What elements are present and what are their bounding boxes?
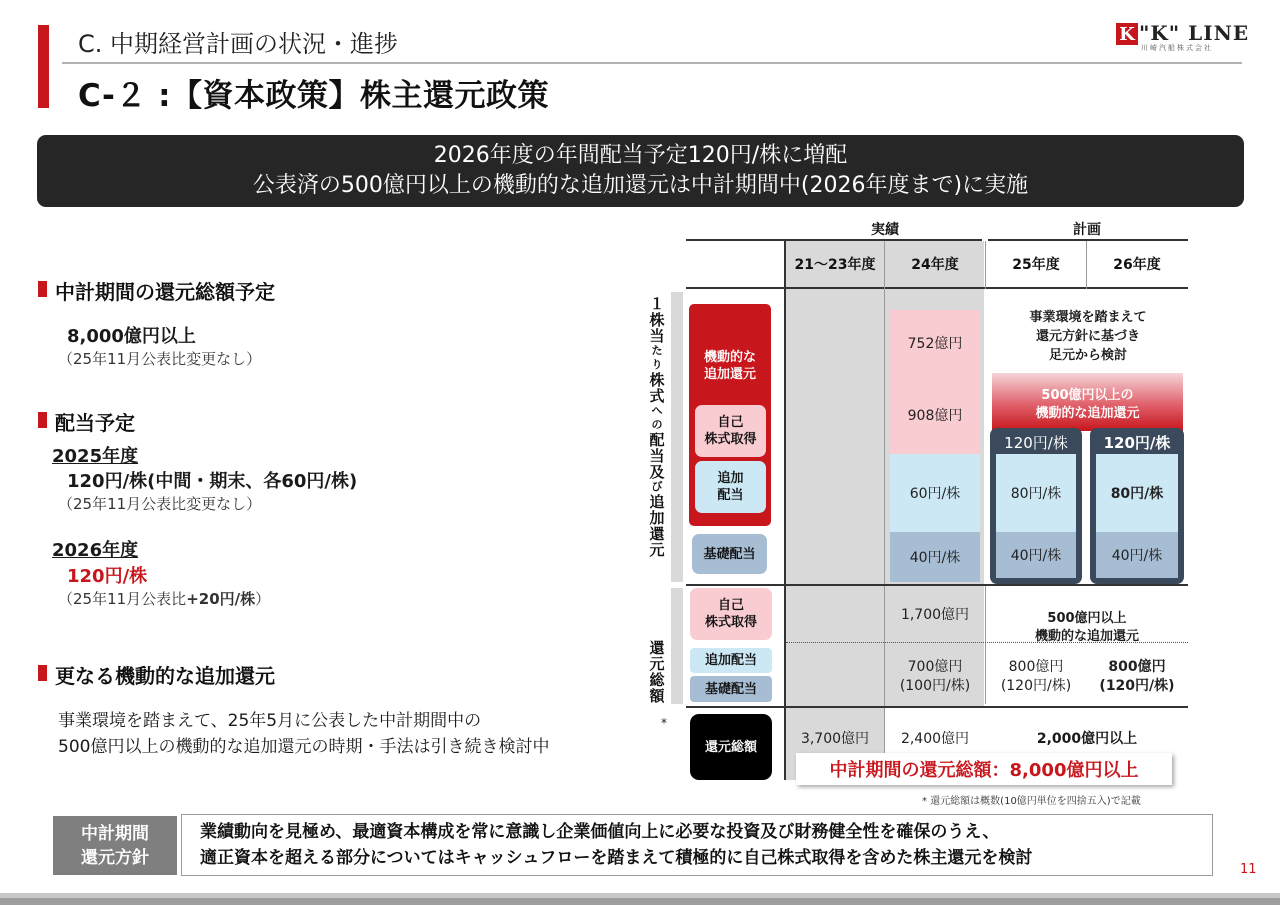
policy-text: 業績動向を見極め、最適資本構成を常に意識し企業価値向上に必要な投資及び財務健全性を確保のうえ、 適正資本を超える部分についてはキャッシュフローを踏まえて積極的に自己株式取得を含めた株主還元を検討: [181, 814, 1213, 876]
fy2025-note: （25年11月公表比変更なし）: [58, 495, 262, 513]
totals-side-bar: [671, 588, 683, 704]
col-fy26: 26年度: [1113, 257, 1161, 273]
fy26-additional-dividend: 80円/株: [1096, 454, 1178, 532]
further-return-text: 事業環境を踏まえて、25年5月に公表した中計期間中の 500億円以上の機動的な追加還元の時期・手法は引き続き検討中: [58, 711, 550, 757]
fy25-total-per-share: 120円/株: [1004, 433, 1068, 452]
bullet-square: [38, 412, 47, 428]
plan-flex-return-block: 500億円以上の 機動的な追加還元: [992, 373, 1183, 431]
grid-vline: [784, 241, 786, 780]
headline-banner: [37, 135, 1244, 207]
heading-total-return: 中計期間の還元総額予定: [55, 280, 275, 304]
page-number: 11: [1240, 862, 1257, 877]
kline-logo-subtext: 川崎汽船株式会社: [1141, 44, 1213, 52]
group-plan-header: 計画: [1073, 222, 1101, 238]
page-title: C-２ :【資本政策】株主還元政策: [78, 78, 550, 114]
grid-vline: [884, 241, 885, 780]
group-plan-underline: [988, 239, 1188, 241]
col-fy21-23: 21～23年度: [794, 257, 876, 273]
fy24-buyback-total: 1,700億円: [900, 607, 970, 623]
col-fy25: 25年度: [1012, 257, 1060, 273]
grid-vline: [1086, 241, 1087, 289]
fy24-buyback-value: 908億円: [907, 408, 963, 424]
plan-sum: 2,000億円以上: [1036, 731, 1138, 747]
bullet-square: [38, 665, 47, 681]
per-share-side-bar: [671, 292, 683, 582]
fy24-base-dividend: 40円/株: [890, 532, 980, 582]
additional-dividend-label: 追加 配当: [695, 461, 766, 513]
fy26-total-per-share: 120円/株: [1103, 433, 1171, 452]
table-footnote: * 還元総額は概数(10億円単位を四捨五入)で記載: [922, 796, 1141, 807]
footer-line-dark: [0, 898, 1280, 905]
grid-vline: [985, 241, 986, 289]
totals-sum-label: 還元総額: [690, 714, 772, 780]
fy25-base-dividend: 40円/株: [996, 532, 1076, 578]
banner-line-1: 2026年度の年間配当予定120円/株に増配: [433, 143, 848, 168]
base-dividend-label: 基礎配当: [692, 534, 767, 574]
heading-further-return: 更なる機動的な追加還元: [55, 664, 275, 688]
totals-buyback-label: 自己 株式取得: [690, 588, 772, 640]
grand-total-callout: 中計期間の還元総額：8,000億円以上: [796, 753, 1172, 785]
kline-logo-mark: K: [1116, 23, 1138, 45]
section-line-per-share: [686, 584, 1188, 586]
fy24-additional-dividend: 60円/株: [890, 454, 980, 532]
plan-buyback-total: 500億円以上 機動的な追加還元: [1034, 611, 1139, 644]
fy2026-note: （25年11月公表比+20円/株）: [58, 590, 271, 608]
table-top-line: [686, 239, 786, 241]
col-fy24: 24年度: [911, 257, 959, 273]
total-return-note: （25年11月公表比変更なし）: [58, 350, 262, 368]
plan-note: 事業環境を踏まえて 還元方針に基づき 足元から検討: [1029, 309, 1147, 363]
fy2026-label: 2026年度: [52, 540, 139, 561]
fy2025-dividend: 120円/株(中間・期末、各60円/株): [67, 471, 358, 492]
flex-return-label: 機動的な 追加還元: [703, 350, 756, 382]
header-bottom-line: [686, 287, 1188, 289]
fy24-sum: 2,400億円: [900, 731, 970, 747]
fy24-dividend-total: 700億円 (100円/株): [899, 659, 971, 694]
fy26-dividend-total: 800億円 (120円/株): [1099, 659, 1175, 694]
totals-vertical-label: 還 元 総 額: [649, 639, 665, 705]
header-divider: [62, 62, 1242, 64]
totals-additional-dividend-label: 追加配当: [690, 648, 772, 673]
policy-label: 中計期間 還元方針: [53, 816, 177, 875]
group-actual-header: 実績: [871, 222, 899, 238]
fy2026-dividend: 120円/株: [67, 566, 148, 587]
bullet-square: [38, 281, 47, 297]
kline-logo-text: "K" LINE: [1139, 21, 1250, 45]
totals-asterisk: *: [661, 716, 667, 730]
fy26-base-dividend: 40円/株: [1096, 532, 1178, 578]
fy2025-label: 2025年度: [52, 446, 139, 467]
title-accent-bar: [38, 25, 49, 108]
fy25-additional-dividend: 80円/株: [996, 454, 1076, 532]
heading-dividend-plan: 配当予定: [55, 411, 135, 435]
buyback-label: 自己 株式取得: [695, 405, 766, 457]
banner-line-2: 公表済の500億円以上の機動的な追加還元は中計期間中(2026年度まで)に実施: [252, 173, 1029, 198]
per-share-vertical-label: １ 株 当 た り 株 式 へ の 配 当 及 び 追 加 還 元: [649, 295, 665, 559]
fy25-dividend-total: 800億円 (120円/株): [1000, 659, 1072, 694]
fy21-23-sum: 3,700億円: [800, 731, 870, 747]
fy24-flex-value: 752億円: [907, 336, 963, 352]
section-line-totals: [686, 706, 1188, 708]
total-return-amount: 8,000億円以上: [67, 326, 196, 347]
totals-base-dividend-label: 基礎配当: [690, 676, 772, 702]
section-subtitle: C. 中期経営計画の状況・進捗: [78, 30, 399, 58]
